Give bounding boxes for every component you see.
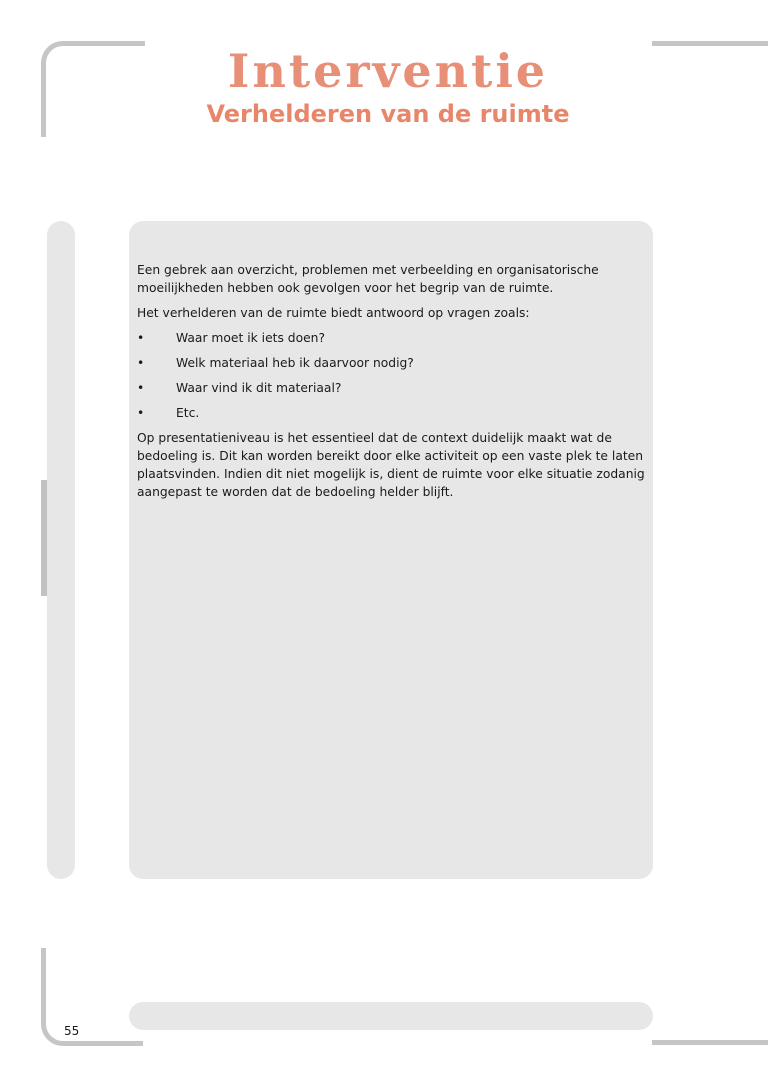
list-item [137, 329, 645, 347]
list-item-text: Etc. [176, 406, 200, 420]
page-number: 55 [64, 1024, 80, 1038]
presentation-paragraph: Op presentatieniveau is het essentieel dat de context duidelijk maakt wat de bedoeling is. Dit kan worden bereikt door elke activiteit op een vaste plek te laten plaatsvinden. Indien dit niet mogelijk is, dient de ruimte voor elke situatie zodanig aangepast te worden dat de bedoeling helder blijft. [137, 431, 645, 499]
bullet-icon: • [137, 356, 145, 370]
page-subtitle: Verhelderen van de ruimte [206, 100, 570, 128]
list-item [137, 379, 645, 397]
frame-line-bottom-right [652, 1040, 768, 1045]
frame-corner-bottom-left [41, 948, 143, 1046]
bullet-icon: • [137, 331, 145, 345]
list-item-text: Waar moet ik iets doen? [176, 331, 325, 345]
list-item-text: Waar vind ik dit materiaal? [176, 381, 342, 395]
bullet-icon: • [137, 381, 145, 395]
bullet-icon: • [137, 406, 145, 420]
list-item [137, 354, 645, 372]
list-item-text: Welk materiaal heb ik daarvoor nodig? [176, 356, 414, 370]
footer-bar [129, 1002, 653, 1030]
question-intro-paragraph: Het verhelderen van de ruimte biedt antwoord op vragen zoals: [137, 306, 530, 320]
intro-paragraph: Een gebrek aan overzicht, problemen met verbeelding en organisatorische moeilijkheden hebben ook gevolgen voor het begrip van de ruimte. [137, 263, 599, 295]
content-panel [129, 221, 653, 879]
left-margin-strip [47, 221, 75, 879]
list-item [137, 404, 645, 422]
question-list [137, 329, 645, 422]
page-title: Interventie [227, 44, 549, 98]
